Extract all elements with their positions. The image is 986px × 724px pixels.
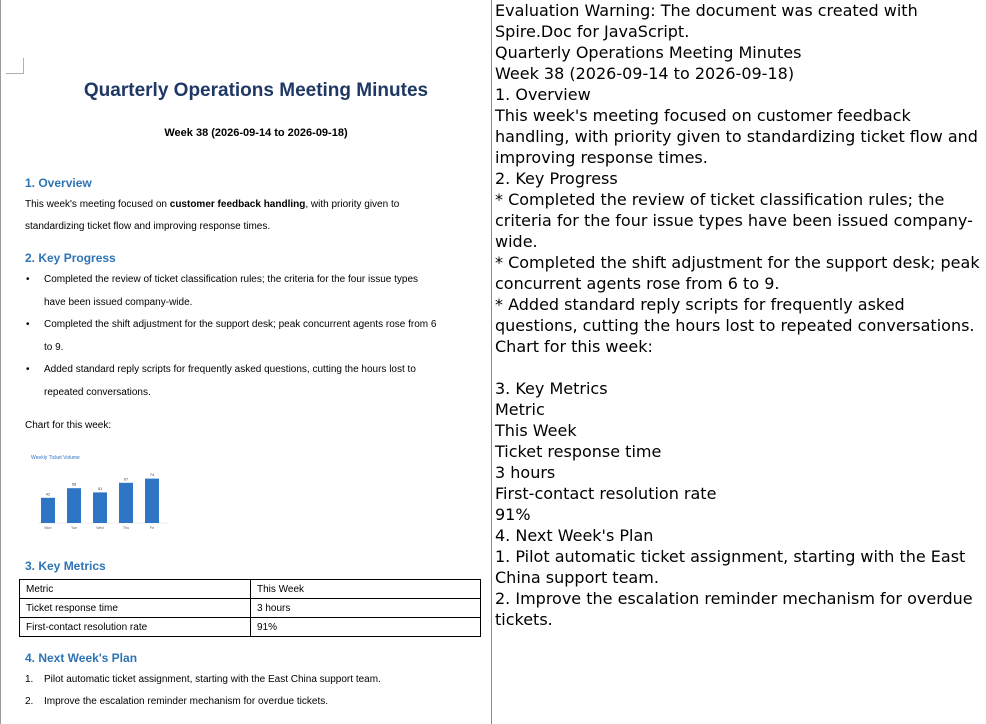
text-line: Ticket response time <box>495 442 662 461</box>
text-line: Quarterly Operations Meeting Minutes <box>495 43 802 62</box>
text-line: First-contact resolution rate <box>495 484 717 503</box>
text-line: 1. Overview <box>495 85 591 104</box>
document-subtitle: Week 38 (2026-09-14 to 2026-09-18) <box>164 127 348 139</box>
chart-data-label: 74 <box>149 472 155 478</box>
text-line: 1. Pilot automatic ticket assignment, starting with the East China support team. <box>495 547 966 587</box>
progress-item-line1: Completed the shift adjustment for the support desk; peak concurrent agents rose from 6 <box>44 319 437 330</box>
text-line: 2. Improve the escalation reminder mechanism for overdue tickets. <box>495 589 973 629</box>
chart-tick-label: Wed <box>96 526 104 530</box>
metrics-table <box>19 579 481 637</box>
document-preview-pane <box>0 0 490 724</box>
text-line: * Added standard reply scripts for frequently asked questions, cutting the hours lost to repeated conversations. <box>495 295 975 335</box>
progress-item <box>44 269 490 314</box>
progress-item <box>44 314 490 359</box>
progress-item-line2: to 9. <box>44 341 64 353</box>
plan-item-text: Pilot automatic ticket assignment, starting with the East China support team. <box>44 674 381 685</box>
table-row <box>20 599 481 618</box>
text-line: This Week <box>495 421 577 440</box>
table-header-row <box>20 580 481 599</box>
overview-heading: 1. Overview <box>25 176 92 190</box>
plan-item-number: 1. <box>25 674 34 685</box>
chart-tick-label: Thu <box>122 526 130 530</box>
plan-item <box>25 674 381 685</box>
plan-item-text: Improve the escalation reminder mechanism for overdue tickets. <box>44 696 329 707</box>
weekly-ticket-volume-chart <box>28 450 168 536</box>
chart-data-label: 67 <box>123 476 129 482</box>
document-title: Quarterly Operations Meeting Minutes <box>83 80 429 101</box>
bullet-marker: • <box>26 319 30 330</box>
chart-bar <box>119 483 133 523</box>
text-line: 91% <box>495 505 531 524</box>
chart-bar <box>93 492 107 523</box>
text-line: 3. Key Metrics <box>495 379 608 398</box>
chart-title: Weekly Ticket Volume <box>31 455 80 461</box>
bullet-marker: • <box>26 364 30 375</box>
text-line: * Completed the review of ticket classification rules; the criteria for the four issue types have been issued company-wide. <box>495 190 973 251</box>
progress-item-line2: have been issued company-wide. <box>44 296 193 308</box>
bullet-marker: • <box>26 274 30 285</box>
chart-tick-label: Fri <box>149 526 155 530</box>
extracted-text-pane <box>491 0 986 724</box>
text-line-blank <box>492 357 986 378</box>
overview-text-end: , with priority given to <box>305 199 400 210</box>
chart-data-label: 51 <box>97 485 103 491</box>
progress-item-line2: repeated conversations. <box>44 386 151 398</box>
table-cell: First-contact resolution rate <box>20 618 251 637</box>
chart-intro-text: Chart for this week: <box>25 420 112 431</box>
metrics-heading: 3. Key Metrics <box>25 559 106 573</box>
text-line: Metric <box>495 400 545 419</box>
table-cell: Ticket response time <box>20 599 251 618</box>
plan-item-number: 2. <box>25 696 34 707</box>
overview-text-bold: customer feedback handling <box>169 199 306 210</box>
chart-data-label: 58 <box>71 481 77 487</box>
text-line: 2. Key Progress <box>495 169 618 188</box>
chart-data-label: 42 <box>45 491 51 497</box>
progress-item <box>44 359 490 404</box>
table-row <box>20 618 481 637</box>
text-line: 4. Next Week's Plan <box>495 526 654 545</box>
progress-item-line1: Added standard reply scripts for frequently asked questions, cutting the hours lost to <box>44 364 416 375</box>
table-cell: 3 hours <box>251 599 481 618</box>
table-header-cell: This Week <box>251 580 481 599</box>
overview-paragraph <box>25 194 399 238</box>
page-corner-marker <box>6 58 24 74</box>
pane-border <box>0 0 1 724</box>
progress-heading: 2. Key Progress <box>25 251 116 265</box>
text-line: * Completed the shift adjustment for the support desk; peak concurrent agents rose from 6 to 9. <box>495 253 980 293</box>
chart-bar <box>145 479 159 523</box>
progress-item-line1: Completed the review of ticket classification rules; the criteria for the four issue types <box>44 274 419 285</box>
chart-bar <box>41 498 55 523</box>
text-line: Week 38 (2026-09-14 to 2026-09-18) <box>495 64 795 83</box>
chart-bar <box>67 488 81 523</box>
text-line: 3 hours <box>495 463 556 482</box>
text-line: Evaluation Warning: The document was created with Spire.Doc for JavaScript. <box>495 1 918 41</box>
chart-tick-label: Tue <box>70 526 78 530</box>
plan-item <box>25 696 328 707</box>
plan-heading: 4. Next Week's Plan <box>25 651 138 665</box>
text-line: Chart for this week: <box>495 337 653 356</box>
chart-tick-label: Mon <box>44 526 52 530</box>
table-header-cell: Metric <box>20 580 251 599</box>
table-cell: 91% <box>251 618 481 637</box>
overview-text-start: This week's meeting focused on <box>25 199 170 210</box>
overview-text-line2: standardizing ticket flow and improving response times. <box>25 221 271 232</box>
text-line: This week's meeting focused on customer feedback handling, with priority given to standardizing ticket flow and improving response times. <box>495 106 978 167</box>
